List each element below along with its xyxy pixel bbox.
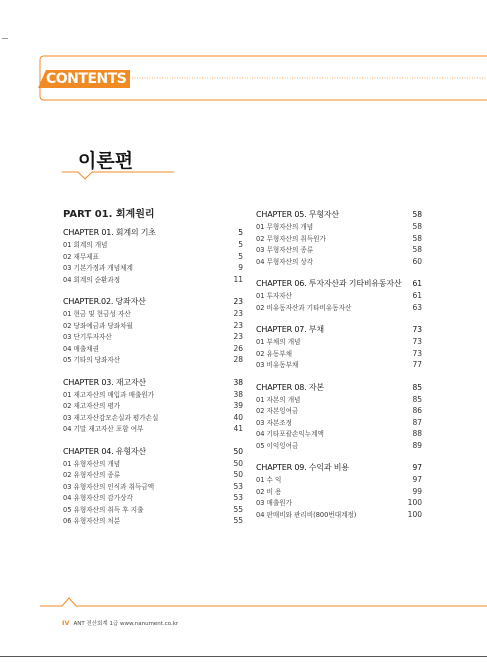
chapter-title: CHAPTER.02. 당좌자산 — [63, 297, 146, 306]
entry-title: 05 기타의 당좌자산 — [63, 356, 121, 364]
entry-title: 03 비유동부채 — [256, 361, 299, 369]
toc-entry[interactable] — [63, 515, 243, 527]
entry-page-number: 63 — [412, 302, 422, 312]
toc-entry[interactable] — [256, 440, 422, 452]
toc-chapter — [63, 226, 243, 285]
chapter-title: CHAPTER 08. 자본 — [256, 382, 324, 392]
chapter-heading[interactable] — [256, 381, 422, 394]
toc-entry[interactable] — [256, 486, 422, 498]
entry-page-number: 85 — [412, 394, 422, 404]
entry-title: 01 무형자산의 개념 — [256, 223, 314, 231]
toc-chapter — [256, 277, 422, 313]
entry-title: 02 당좌예금과 당좌차월 — [63, 321, 133, 330]
entry-page-number: 39 — [233, 401, 243, 410]
entry-page-number: 28 — [233, 355, 243, 364]
entry-title: 06 유형자산의 처분 — [63, 517, 121, 525]
chapter-page-number: 58 — [412, 210, 422, 219]
chapter-title: CHAPTER 05. 무형자산 — [256, 210, 339, 219]
entry-title: 01 부채의 개념 — [256, 338, 301, 346]
footer-text: ANT 전산회계 1급 www.nanument.co.kr — [73, 621, 179, 627]
entry-page-number: 77 — [412, 360, 422, 369]
entry-title: 03 매출원가 — [256, 499, 292, 507]
section-underline — [62, 172, 174, 179]
crop-mark — [2, 38, 8, 39]
entry-page-number: 5 — [238, 251, 243, 261]
chapter-heading[interactable] — [256, 277, 422, 290]
bottom-rule — [0, 656, 487, 657]
toc-chapter — [256, 208, 422, 267]
toc-entry[interactable] — [63, 481, 243, 493]
section-title: 이론편 — [78, 150, 134, 172]
entry-page-number: 26 — [233, 343, 243, 353]
toc-entry[interactable] — [256, 244, 422, 256]
toc-entry[interactable] — [63, 239, 243, 251]
chapter-heading[interactable] — [256, 323, 422, 336]
entry-page-number: 100 — [407, 509, 422, 519]
toc-entry[interactable] — [63, 504, 243, 516]
entry-title: 04 기말 재고자산 포함 여부 — [63, 425, 144, 433]
entry-page-number: 23 — [233, 309, 243, 318]
toc-entry[interactable] — [256, 359, 422, 371]
toc-chapter — [256, 323, 422, 371]
toc-entry[interactable] — [63, 308, 243, 320]
entry-title: 02 무형자산의 취득원가 — [256, 234, 326, 243]
entry-title: 03 유형자산의 인식과 취득금액 — [63, 482, 155, 491]
entry-title: 01 자본의 개념 — [256, 395, 301, 404]
chapter-page-number: 85 — [412, 382, 422, 392]
toc-entry[interactable] — [256, 348, 422, 360]
toc-entry[interactable] — [256, 497, 422, 509]
entry-page-number: 97 — [412, 475, 422, 484]
toc-entry[interactable] — [63, 492, 243, 504]
entry-page-number: 73 — [412, 348, 422, 358]
entry-title: 04 판매비와 관리비(800번대계정) — [256, 510, 357, 519]
entry-page-number: 61 — [412, 291, 422, 300]
toc-entry[interactable] — [63, 274, 243, 286]
chapter-heading[interactable] — [63, 226, 243, 239]
chapter-heading[interactable] — [256, 461, 422, 474]
toc-entry[interactable] — [63, 458, 243, 470]
toc-chapter — [63, 295, 243, 366]
toc-entry[interactable] — [256, 336, 422, 348]
toc-entry[interactable] — [63, 400, 243, 412]
toc-entry[interactable] — [63, 412, 243, 424]
chapter-page-number: 97 — [412, 463, 422, 472]
entry-title: 01 현금 및 현금성 자산 — [63, 310, 131, 318]
entry-page-number: 89 — [412, 440, 422, 450]
chapter-page-number: 73 — [412, 325, 422, 334]
chapter-title: CHAPTER 03. 재고자산 — [63, 377, 146, 387]
entry-page-number: 58 — [412, 245, 422, 254]
entry-page-number: 100 — [407, 498, 422, 507]
toc-entry[interactable] — [63, 389, 243, 401]
part-title: PART 01. 회계원리 — [63, 209, 155, 220]
entry-page-number: 55 — [233, 516, 243, 525]
entry-title: 05 유형자산의 취득 후 지출 — [63, 505, 144, 514]
toc-entry[interactable] — [63, 251, 243, 263]
toc-entry[interactable] — [256, 428, 422, 440]
chapter-title: CHAPTER 07. 부채 — [256, 325, 324, 334]
toc-entry[interactable] — [256, 302, 422, 314]
entry-page-number: 58 — [412, 222, 422, 231]
toc-entry[interactable] — [256, 509, 422, 521]
entry-title: 04 무형자산의 상각 — [256, 257, 314, 266]
entry-title: 01 유형자산의 개념 — [63, 459, 121, 468]
entry-title: 02 재무제표 — [63, 252, 99, 261]
chapter-page-number: 38 — [233, 377, 243, 387]
entry-page-number: 87 — [412, 417, 422, 427]
entry-title: 02 비유동자산과 기타비유동자산 — [256, 303, 352, 312]
entry-page-number: 53 — [233, 481, 243, 491]
entry-title: 01 회계의 개념 — [63, 241, 108, 249]
entry-title: 04 기타포괄손익누계액 — [256, 430, 324, 438]
toc-chapter — [256, 461, 422, 520]
toc-chapter — [63, 445, 243, 527]
entry-title: 03 재고자산감모손실과 평가손실 — [63, 413, 159, 422]
entry-page-number: 99 — [412, 486, 422, 496]
chapter-title: CHAPTER 06. 투자자산과 기타비유동자산 — [256, 279, 402, 288]
entry-title: 04 매출채권 — [63, 344, 99, 353]
page-folio: IV — [62, 619, 70, 627]
toc-entry[interactable] — [63, 320, 243, 332]
toc-entry[interactable] — [63, 423, 243, 435]
toc-chapter — [256, 381, 422, 452]
entry-title: 01 투자자산 — [256, 292, 292, 300]
toc-entry[interactable] — [63, 331, 243, 343]
entry-title: 02 재고자산의 평가 — [63, 402, 121, 410]
entry-page-number: 38 — [233, 389, 243, 399]
entry-title: 01 수 익 — [256, 476, 282, 484]
entry-page-number: 23 — [233, 332, 243, 341]
toc-entry[interactable] — [256, 405, 422, 417]
contents-box-outline — [40, 86, 487, 100]
chapter-title: CHAPTER 09. 수익과 비용 — [256, 463, 349, 472]
chapter-title: CHAPTER 04. 유형자산 — [63, 446, 146, 456]
entry-page-number: 9 — [238, 263, 243, 272]
footer-rule — [40, 598, 487, 606]
entry-page-number: 88 — [412, 429, 422, 438]
entry-title: 04 유형자산의 감가상각 — [63, 494, 133, 502]
chapter-page-number: 23 — [233, 297, 243, 306]
page-footer — [62, 619, 178, 627]
entry-page-number: 5 — [238, 240, 243, 249]
entry-title: 03 자본조정 — [256, 418, 292, 427]
toc-entry[interactable] — [63, 354, 243, 366]
toc-entry[interactable] — [63, 343, 243, 355]
toc-entry[interactable] — [256, 417, 422, 429]
entry-page-number: 86 — [412, 406, 422, 415]
chapter-page-number: 5 — [238, 228, 243, 237]
toc-entry[interactable] — [256, 474, 422, 486]
entry-page-number: 41 — [233, 424, 243, 433]
entry-page-number: 40 — [233, 412, 243, 422]
chapter-page-number: 50 — [233, 446, 243, 456]
chapter-heading[interactable] — [63, 376, 243, 389]
entry-page-number: 55 — [233, 504, 243, 514]
entry-title: 02 자본잉여금 — [256, 407, 299, 415]
entry-title: 05 이익잉여금 — [256, 441, 299, 450]
entry-title: 02 비 용 — [256, 487, 282, 496]
toc-entry[interactable] — [256, 233, 422, 245]
toc-entry[interactable] — [63, 469, 243, 481]
entry-page-number: 60 — [412, 256, 422, 266]
entry-page-number: 58 — [412, 233, 422, 243]
entry-page-number: 53 — [233, 493, 243, 502]
toc-chapter — [63, 376, 243, 435]
entry-title: 03 무형자산의 종류 — [256, 246, 314, 254]
entry-page-number: 50 — [233, 470, 243, 479]
toc-entry[interactable] — [63, 262, 243, 274]
entry-title: 02 유형자산의 종류 — [63, 471, 121, 479]
toc-right-column — [256, 208, 422, 530]
entry-page-number: 73 — [412, 337, 422, 346]
entry-title: 03 단기투자자산 — [63, 333, 112, 341]
chapter-heading[interactable] — [63, 295, 243, 308]
toc-left-column — [63, 208, 243, 537]
chapter-heading[interactable] — [63, 445, 243, 458]
contents-label: CONTENTS — [46, 71, 127, 87]
entry-title: 01 재고자산의 매입과 매출원가 — [63, 390, 155, 399]
entry-title: 03 기본가정과 개념체계 — [63, 264, 133, 272]
entry-title: 02 유동부채 — [256, 349, 292, 358]
toc-entry[interactable] — [256, 256, 422, 268]
entry-page-number: 50 — [233, 458, 243, 468]
toc-entry[interactable] — [256, 290, 422, 302]
chapter-title: CHAPTER 01. 회계의 기초 — [63, 228, 156, 237]
entry-title: 04 회계의 순환과정 — [63, 275, 121, 284]
chapter-page-number: 61 — [412, 279, 422, 288]
toc-entry[interactable] — [256, 221, 422, 233]
chapter-heading[interactable] — [256, 208, 422, 221]
entry-page-number: 11 — [233, 274, 243, 284]
entry-page-number: 23 — [233, 320, 243, 330]
toc-entry[interactable] — [256, 394, 422, 406]
